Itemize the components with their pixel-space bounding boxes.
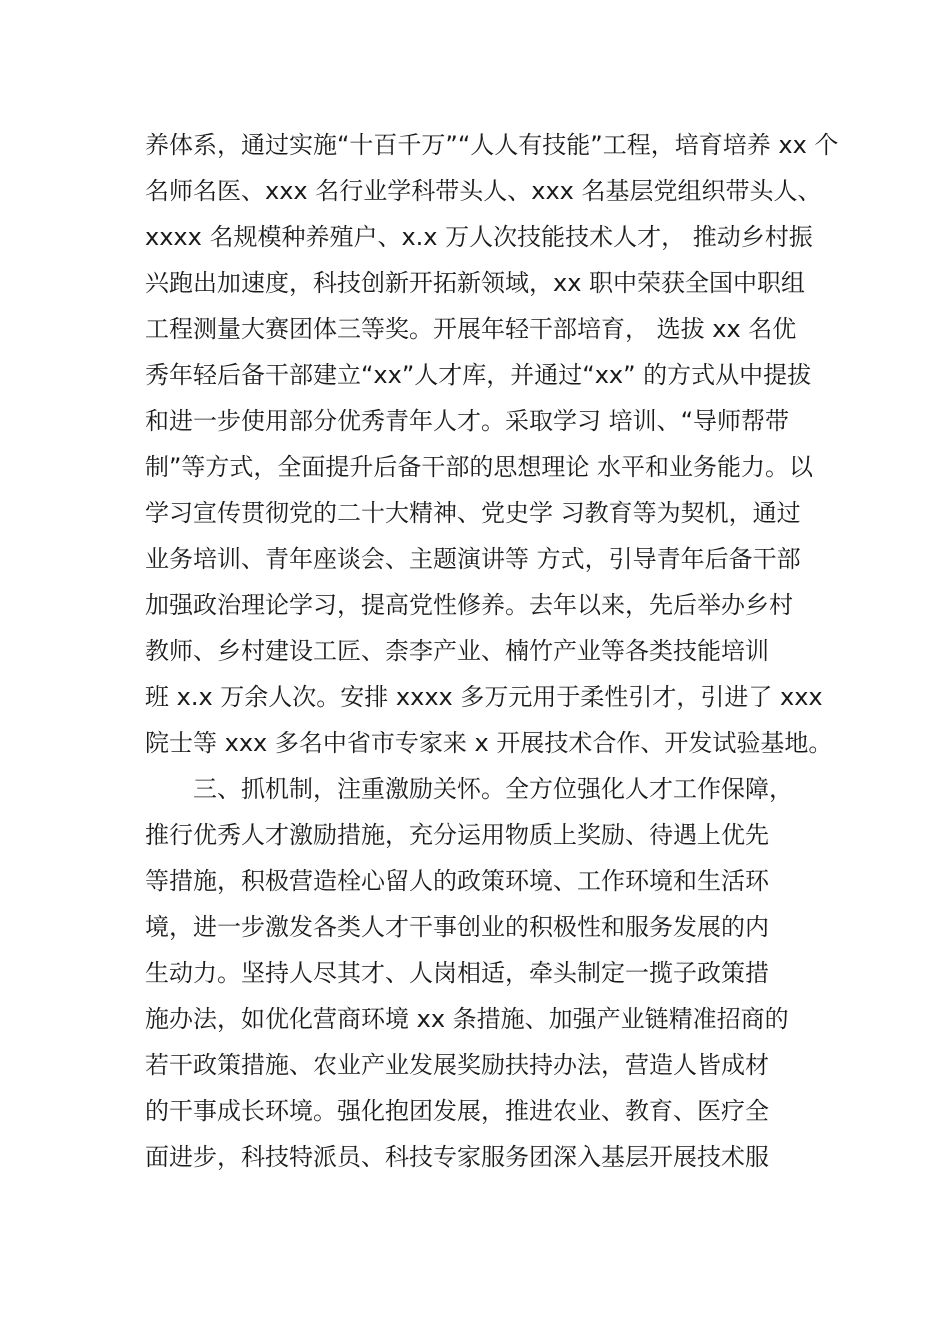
text-line: 学习宣传贯彻党的二十大精神、党史学 习教育等为契机，通过: [145, 499, 801, 527]
text-line: 秀年轻后备干部建立“xx”人才库，并通过“xx” 的方式从中提拔: [145, 361, 812, 389]
text-line: 和进一步使用部分优秀青年人才。采取学习 培训、“导师帮带: [145, 407, 790, 435]
text-line: 教师、乡村建设工匠、柰李产业、楠竹产业等各类技能培训: [145, 637, 769, 665]
text-line: 兴跑出加速度，科技创新开拓新领域，xx 职中荣获全国中职组: [145, 269, 806, 297]
text-line: 名师名医、xxx 名行业学科带头人、xxx 名基层党组织带头人、: [145, 177, 822, 205]
text-line: 院士等 xxx 多名中省市专家来 x 开展技术合作、开发试验基地。: [145, 729, 833, 757]
text-line: 工程测量大赛团体三等奖。开展年轻干部培育， 选拔 xx 名优: [145, 315, 797, 343]
paragraph-2: [145, 766, 845, 1180]
body-text: [145, 122, 845, 1180]
text-line: 生动力。坚持人尽其才、人岗相适，牵头制定一揽子政策措: [145, 959, 769, 987]
text-line: 业务培训、青年座谈会、主题演讲等 方式，引导青年后备干部: [145, 545, 801, 573]
text-line: 的干事成长环境。强化抱团发展，推进农业、教育、医疗全: [145, 1097, 769, 1125]
section-heading-line: 三、抓机制，注重激励关怀。全方位强化人才工作保障，: [193, 775, 793, 803]
text-line: 推行优秀人才激励措施，充分运用物质上奖励、待遇上优先: [145, 821, 769, 849]
text-line: 班 x.x 万余人次。安排 xxxx 多万元用于柔性引才，引进了 xxx: [145, 683, 823, 711]
text-line: 加强政治理论学习，提高党性修养。去年以来，先后举办乡村: [145, 591, 793, 619]
text-line: 制”等方式，全面提升后备干部的思想理论 水平和业务能力。以: [145, 453, 814, 481]
paragraph-1: [145, 122, 845, 766]
text-line: xxxx 名规模种养殖户、x.x 万人次技能技术人才， 推动乡村振: [145, 223, 813, 251]
text-line: 面进步，科技特派员、科技专家服务团深入基层开展技术服: [145, 1143, 769, 1171]
text-line: 养体系，通过实施“十百千万”“人人有技能”工程，培育培养 xx 个: [145, 131, 839, 159]
text-line: 等措施，积极营造栓心留人的政策环境、工作环境和生活环: [145, 867, 769, 895]
text-line: 境，进一步激发各类人才干事创业的积极性和服务发展的内: [145, 913, 769, 941]
text-line: 若干政策措施、农业产业发展奖励扶持办法，营造人皆成材: [145, 1051, 769, 1079]
text-line: 施办法，如优化营商环境 xx 条措施、加强产业链精准招商的: [145, 1005, 789, 1033]
